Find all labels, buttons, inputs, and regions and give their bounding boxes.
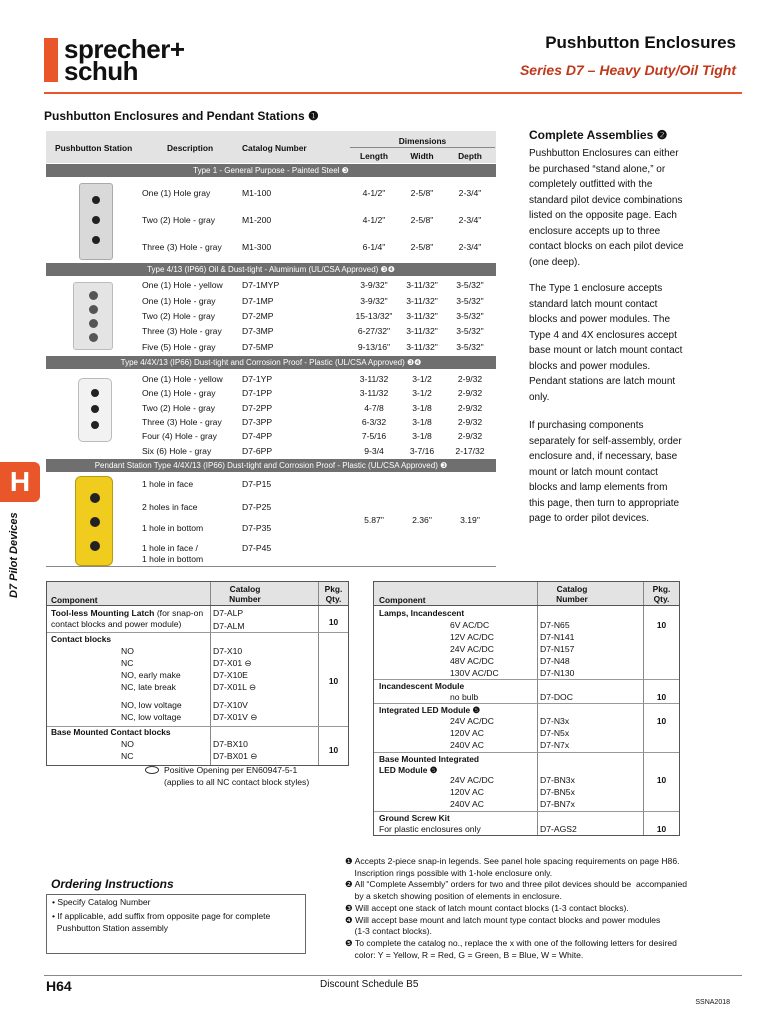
base-mounted-item: NC xyxy=(121,751,134,761)
row-g1-r2-c2: 15-13/32" xyxy=(355,311,393,321)
ca-line: standard pilot device combinations xyxy=(529,194,683,206)
contact-block-item: NC xyxy=(121,658,134,668)
section-title: Pushbutton Enclosures and Pendant Stations ❶ xyxy=(44,109,319,123)
row-g2-r3-c1: D7-3PP xyxy=(242,417,273,427)
lamp-cat: D7-N130 xyxy=(540,668,575,678)
row-g2-r5-c4: 2-17/32 xyxy=(455,446,485,456)
ca-line: standard latch mount contact xyxy=(529,298,658,310)
row-g2-r4-c0: Four (4) Hole - gray xyxy=(142,431,217,441)
contact-block-lv-cat: D7-X01V ⊖ xyxy=(213,712,258,722)
row-g2-r1-c2: 3-11/32 xyxy=(359,388,389,398)
row-g2-r0-c0: One (1) Hole - yellow xyxy=(142,374,223,384)
row-g0-r1-c1: M1-200 xyxy=(242,215,272,225)
latch-cat-2: D7-ALM xyxy=(213,621,245,631)
lamp-item: 24V AC/DC xyxy=(450,644,494,654)
row-g2-r2-c2: 4-7/8 xyxy=(364,403,384,413)
footnote-line: ❷ All “Complete Assembly” orders for two and three pilot devices should be accompanied xyxy=(345,879,688,890)
base-led-title-2: LED Module ❺ xyxy=(379,765,438,775)
row-g0-r1-c4: 2-3/4" xyxy=(458,215,482,225)
rt-col-catalog1: Catalog xyxy=(556,584,588,594)
logo-bar xyxy=(44,38,58,82)
band-type4-plastic: Type 4/4X/13 (IP66) Dust-tight and Corrosion Proof - Plastic (UL/CSA Approved) ❸❹ xyxy=(46,356,496,369)
row-g0-r1-c3: 2-5/8" xyxy=(410,215,434,225)
row-g1-r4-c2: 9-13/16" xyxy=(357,342,391,352)
enclosure-plastic-image xyxy=(78,378,112,442)
row-g2-r5-c1: D7-6PP xyxy=(242,446,273,456)
contact-block-cat: D7-X10E xyxy=(213,670,248,680)
row-g1-r0-c3: 3-11/32" xyxy=(406,280,438,290)
rt-col-pkg1: Pkg. xyxy=(652,584,671,594)
ca-line: be purchased “stand alone,” or xyxy=(529,163,666,175)
positive-opening-icon xyxy=(145,766,159,774)
row-g1-r1-c4: 3-5/32" xyxy=(456,296,484,306)
lamps-title: Lamps, Incandescent xyxy=(379,608,465,618)
row-g1-r2-c4: 3-5/32" xyxy=(456,311,484,321)
row-g2-r5-c2: 9-3/4 xyxy=(364,446,384,456)
footnote-line: color: Y = Yellow, R = Red, G = Green, B = Blue, W = White. xyxy=(345,949,584,960)
row-g3-r2-c1: D7-P35 xyxy=(242,523,272,533)
led-cat: D7-N5x xyxy=(540,728,570,738)
band-pendant: Pendant Station Type 4/4X/13 (IP66) Dust-tight and Corrosion Proof - Plastic (UL/CSA Approved) ❸ xyxy=(46,459,496,472)
contact-blocks-qty: 10 xyxy=(328,676,339,686)
complete-assemblies-title: Complete Assemblies ❷ xyxy=(529,128,668,142)
base-led-item: 24V AC/DC xyxy=(450,775,494,785)
ca-paragraph-1 xyxy=(529,146,729,270)
row-g0-r0-c4: 2-3/4" xyxy=(458,188,482,198)
footnote-line: ❹ Will accept base mount and latch mount type contact blocks and power modules xyxy=(345,914,661,925)
ca-line: contact blocks on each pilot device xyxy=(529,241,684,252)
row-g1-r1-c3: 3-11/32" xyxy=(406,296,438,306)
row-g0-r0-c0: One (1) Hole gray xyxy=(142,188,211,198)
note-nc-styles: (applies to all NC contact block styles) xyxy=(164,777,310,787)
ca-line: blocks and power modules. xyxy=(529,360,651,372)
footnote-line: (1-3 contact blocks). xyxy=(345,926,432,937)
ground-kit-qty: 10 xyxy=(656,824,667,834)
row-g2-r5-c0: Six (6) Hole - gray xyxy=(142,446,212,456)
row-g3-r2-c0: 1 hole in bottom xyxy=(142,523,204,533)
dim-rule xyxy=(350,147,495,148)
row-g2-r2-c3: 3-1/8 xyxy=(412,403,432,413)
contact-block-lv-item: NC, low voltage xyxy=(121,712,182,722)
row-g2-r0-c4: 2-9/32 xyxy=(457,374,483,384)
lamp-item: 130V AC/DC xyxy=(450,668,499,678)
row-g3-r1-c1: D7-P25 xyxy=(242,502,272,512)
page-subtitle: Series D7 – Heavy Duty/Oil Tight xyxy=(519,62,736,78)
ground-kit-title: Ground Screw Kit xyxy=(379,813,450,823)
contact-blocks-title: Contact blocks xyxy=(51,634,112,644)
contact-block-lv-item: NO, low voltage xyxy=(121,700,182,710)
led-item: 240V AC xyxy=(450,740,484,750)
row-g1-r3-c0: Three (3) Hole - gray xyxy=(142,326,222,336)
base-led-item: 240V AC xyxy=(450,799,484,809)
row-g2-r4-c4: 2-9/32 xyxy=(457,431,483,441)
base-led-cat: D7-BN3x xyxy=(540,775,575,785)
ca-line: Type 4 and 4X enclosures accept xyxy=(529,329,677,341)
led-item: 120V AC xyxy=(450,728,484,738)
ca-paragraph-3 xyxy=(529,418,729,527)
section-tab-label: D7 Pilot Devices xyxy=(8,512,20,598)
led-item: 24V AC/DC xyxy=(450,716,494,726)
ground-kit-cat: D7-AGS2 xyxy=(540,824,577,834)
ca-line: base mount or latch mount contact xyxy=(529,345,683,356)
lt-col-pkg2: Qty. xyxy=(325,594,342,604)
base-led-item: 120V AC xyxy=(450,787,484,797)
integrated-led-title: Integrated LED Module ❺ xyxy=(379,705,481,715)
footnote-line: ❺ To complete the catalog no., replace the x with one of the following letters for desired xyxy=(345,937,677,948)
row-g2-r0-c2: 3-11/32 xyxy=(359,374,389,384)
row-g0-r2-c4: 2-3/4" xyxy=(458,242,482,252)
enclosure-steel-image xyxy=(79,183,113,260)
section-tab: H xyxy=(0,462,40,502)
ca-line: page to order pilot devices. xyxy=(529,513,650,524)
lt-col-component: Component xyxy=(51,595,98,605)
ca-line: If purchasing components xyxy=(529,420,644,431)
led-cat: D7-N7x xyxy=(540,740,570,750)
row-g0-r0-c3: 2-5/8" xyxy=(410,188,434,198)
rt-col-catalog2: Number xyxy=(556,594,588,604)
row-g1-r1-c0: One (1) Hole - gray xyxy=(142,296,216,306)
footer-rule xyxy=(44,975,742,976)
incandescent-qty: 10 xyxy=(656,692,667,702)
col-description: Description xyxy=(167,143,214,153)
col-catalog: Catalog Number xyxy=(242,143,307,153)
row-g3-r0-c0: 1 hole in face xyxy=(142,479,194,489)
row-g2-r5-c3: 3-7/16 xyxy=(409,446,435,456)
row-g2-r4-c3: 3-1/8 xyxy=(412,431,432,441)
ca-line: separately for self-assembly, order xyxy=(529,435,682,447)
lt-col-catalog2: Number xyxy=(229,594,261,604)
row-g2-r2-c0: Two (2) Hole - gray xyxy=(142,403,216,413)
row-g1-r0-c2: 3-9/32" xyxy=(360,280,388,290)
row-g1-r0-c0: One (1) Hole - yellow xyxy=(142,280,223,290)
row-g2-r4-c2: 7-5/16 xyxy=(361,431,387,441)
row-g2-r4-c1: D7-4PP xyxy=(242,431,273,441)
row-g0-r2-c1: M1-300 xyxy=(242,242,272,252)
ground-kit-item: For plastic enclosures only xyxy=(379,824,481,834)
table-bottom-rule xyxy=(46,566,496,567)
logo-line2: schuh xyxy=(64,56,139,86)
led-cat: D7-N3x xyxy=(540,716,570,726)
row-g1-r4-c4: 3-5/32" xyxy=(456,342,484,352)
base-mounted-cat: D7-BX10 xyxy=(213,739,248,749)
incandescent-cat: D7-DOC xyxy=(540,692,573,702)
ordering-title: Ordering Instructions xyxy=(51,877,174,891)
ca-line: The Type 1 enclosure accepts xyxy=(529,283,663,294)
row-g0-r2-c0: Three (3) Hole - gray xyxy=(142,242,222,252)
pendant-width: 2.36" xyxy=(412,515,432,525)
row-g1-r4-c3: 3-11/32" xyxy=(406,342,438,352)
col-width: Width xyxy=(410,151,434,161)
lamp-item: 48V AC/DC xyxy=(450,656,494,666)
enclosure-aluminium-image xyxy=(73,282,113,350)
integrated-led-qty: 10 xyxy=(656,716,667,726)
footnote-line: by a sketch showing position of elements in enclosure. xyxy=(345,891,562,902)
row-g1-r4-c0: Five (5) Hole - gray xyxy=(142,342,216,352)
ca-line: Pushbutton Enclosures can either xyxy=(529,148,679,159)
ca-line: listed on the opposite page. Each xyxy=(529,210,677,221)
ca-line: mount or latch mount contact xyxy=(529,466,658,478)
base-led-cat: D7-BN7x xyxy=(540,799,575,809)
contact-block-cat: D7-X01 ⊖ xyxy=(213,658,252,668)
base-mounted-item: NO xyxy=(121,739,134,749)
row-g0-r1-c2: 4-1/2" xyxy=(362,215,386,225)
ca-line: blocks and lamp elements from xyxy=(529,482,668,493)
pendant-extra-line: 1 hole in bottom xyxy=(142,554,204,564)
row-g1-r2-c0: Two (2) Hole - gray xyxy=(142,311,216,321)
ca-line: completely outfitted with the xyxy=(529,179,653,190)
footnote-line: ❶ Accepts 2-piece snap-in legends. See panel hole spacing requirements on page H86. xyxy=(345,856,680,866)
row-g1-r1-c1: D7-1MP xyxy=(242,296,274,306)
page-title: Pushbutton Enclosures xyxy=(545,33,736,52)
row-g1-r3-c3: 3-11/32" xyxy=(406,326,438,336)
col-dimensions: Dimensions xyxy=(398,136,447,146)
lt-col-pkg1: Pkg. xyxy=(324,584,343,594)
lt-col-catalog1: Catalog xyxy=(229,584,261,594)
contact-block-item: NO xyxy=(121,646,134,656)
note-positive-opening: Positive Opening per EN60947-5-1 xyxy=(164,765,298,775)
discount-schedule: Discount Schedule B5 xyxy=(320,979,419,990)
row-g2-r1-c4: 2-9/32 xyxy=(457,388,483,398)
lamp-cat: D7-N65 xyxy=(540,620,570,630)
ca-line: (one deep). xyxy=(529,256,581,268)
row-g1-r2-c1: D7-2MP xyxy=(242,311,274,321)
row-g1-r1-c2: 3-9/32" xyxy=(360,296,388,306)
col-depth: Depth xyxy=(458,151,482,161)
contact-block-cat: D7-X01L ⊖ xyxy=(213,682,257,692)
contact-block-lv-cat: D7-X10V xyxy=(213,700,248,710)
ca-line: Pendant stations are latch mount xyxy=(529,376,676,387)
row-g2-r3-c0: Three (3) Hole - gray xyxy=(142,417,222,427)
ordering-item-3: Pushbutton Station assembly xyxy=(52,923,169,933)
row-g0-r1-c0: Two (2) Hole - gray xyxy=(142,215,216,225)
row-g2-r1-c0: One (1) Hole - gray xyxy=(142,388,216,398)
row-g1-r0-c1: D7-1MYP xyxy=(242,280,280,290)
contact-block-cat: D7-X10 xyxy=(213,646,243,656)
brand-logo xyxy=(44,34,214,86)
ordering-item-2: • If applicable, add suffix from opposite page for complete xyxy=(52,911,271,921)
rt-col-pkg2: Qty. xyxy=(653,594,670,604)
base-mounted-cat: D7-BX01 ⊖ xyxy=(213,751,258,761)
col-station: Pushbutton Station xyxy=(55,143,133,153)
latch-qty: 10 xyxy=(328,617,339,627)
row-g0-r0-c1: M1-100 xyxy=(242,188,272,198)
row-g1-r4-c1: D7-5MP xyxy=(242,342,274,352)
row-g1-r3-c1: D7-3MP xyxy=(242,326,274,336)
row-g2-r0-c1: D7-1YP xyxy=(242,374,273,384)
lamp-cat: D7-N141 xyxy=(540,632,575,642)
incandescent-item: no bulb xyxy=(450,692,479,702)
pendant-depth: 3.19" xyxy=(460,515,480,525)
row-g1-r2-c3: 3-11/32" xyxy=(406,311,438,321)
row-g2-r2-c1: D7-2PP xyxy=(242,403,273,413)
band-type1: Type 1 - General Purpose - Painted Steel ❸ xyxy=(46,164,496,177)
ca-paragraph-2 xyxy=(529,281,729,405)
logo-line1: sprecher+ xyxy=(64,34,185,64)
lamp-cat: D7-N48 xyxy=(540,656,570,666)
row-g2-r3-c2: 6-3/32 xyxy=(361,417,387,427)
row-g3-r3-c0: 1 hole in face / xyxy=(142,543,198,553)
base-mounted-title: Base Mounted Contact blocks xyxy=(51,727,171,737)
row-g3-r3-c1: D7-P45 xyxy=(242,543,272,553)
latch-label: Tool-less Mounting Latch (for snap-on xyxy=(51,608,204,618)
ca-line: only. xyxy=(529,391,550,403)
row-g1-r3-c4: 3-5/32" xyxy=(456,326,484,336)
band-type4-alu: Type 4/13 (IP66) Oil & Dust-tight - Aluminium (UL/CSA Approved) ❸❹ xyxy=(46,263,496,276)
contact-block-item: NO, early make xyxy=(121,670,181,680)
latch-cat-1: D7-ALP xyxy=(213,608,244,618)
incandescent-title: Incandescent Module xyxy=(379,681,465,691)
base-led-qty: 10 xyxy=(656,775,667,785)
row-g0-r2-c3: 2-5/8" xyxy=(410,242,434,252)
pendant-length: 5.87" xyxy=(364,515,384,525)
page-number: H64 xyxy=(46,978,72,994)
row-g2-r0-c3: 3-1/2 xyxy=(412,374,432,384)
row-g2-r3-c3: 3-1/8 xyxy=(412,417,432,427)
header-rule xyxy=(44,92,742,94)
row-g3-r1-c0: 2 holes in face xyxy=(142,502,198,512)
col-length: Length xyxy=(360,151,388,161)
base-led-title-1: Base Mounted Integrated xyxy=(379,754,480,764)
row-g2-r2-c4: 2-9/32 xyxy=(457,403,483,413)
row-g0-r0-c2: 4-1/2" xyxy=(362,188,386,198)
row-g0-r2-c2: 6-1/4" xyxy=(362,242,386,252)
base-mounted-qty: 10 xyxy=(328,745,339,755)
lamp-item: 6V AC/DC xyxy=(450,620,490,630)
row-g2-r1-c1: D7-1PP xyxy=(242,388,273,398)
lamp-item: 12V AC/DC xyxy=(450,632,494,642)
base-led-cat: D7-BN5x xyxy=(540,787,575,797)
ordering-item-1: • Specify Catalog Number xyxy=(52,897,151,907)
contact-block-item: NC, late break xyxy=(121,682,176,692)
footnote-line: ❸ Will accept one stack of latch mount contact blocks (1-3 contact blocks). xyxy=(345,902,629,913)
lamp-cat: D7-N157 xyxy=(540,644,575,654)
lamps-qty: 10 xyxy=(656,620,667,630)
ca-line: this page, then turn to appropriate xyxy=(529,497,680,509)
pendant-station-image xyxy=(75,476,113,566)
doc-code: SSNA2018 xyxy=(695,999,730,1006)
latch-label-2: contact blocks and power module) xyxy=(51,619,182,629)
row-g3-r0-c1: D7-P15 xyxy=(242,479,272,489)
ca-line: blocks and power modules. The xyxy=(529,314,671,325)
row-g1-r3-c2: 6-27/32" xyxy=(357,326,391,336)
rt-col-component: Component xyxy=(379,595,426,605)
ca-line: enclosure accepts up to three xyxy=(529,225,661,237)
footnote-line: Inscription rings possible with 1-hole enclosure only. xyxy=(345,867,553,878)
row-g2-r3-c4: 2-9/32 xyxy=(457,417,483,427)
row-g2-r1-c3: 3-1/2 xyxy=(412,388,432,398)
row-g1-r0-c4: 3-5/32" xyxy=(456,280,484,290)
ca-line: enclosure and, if necessary, base xyxy=(529,451,678,462)
